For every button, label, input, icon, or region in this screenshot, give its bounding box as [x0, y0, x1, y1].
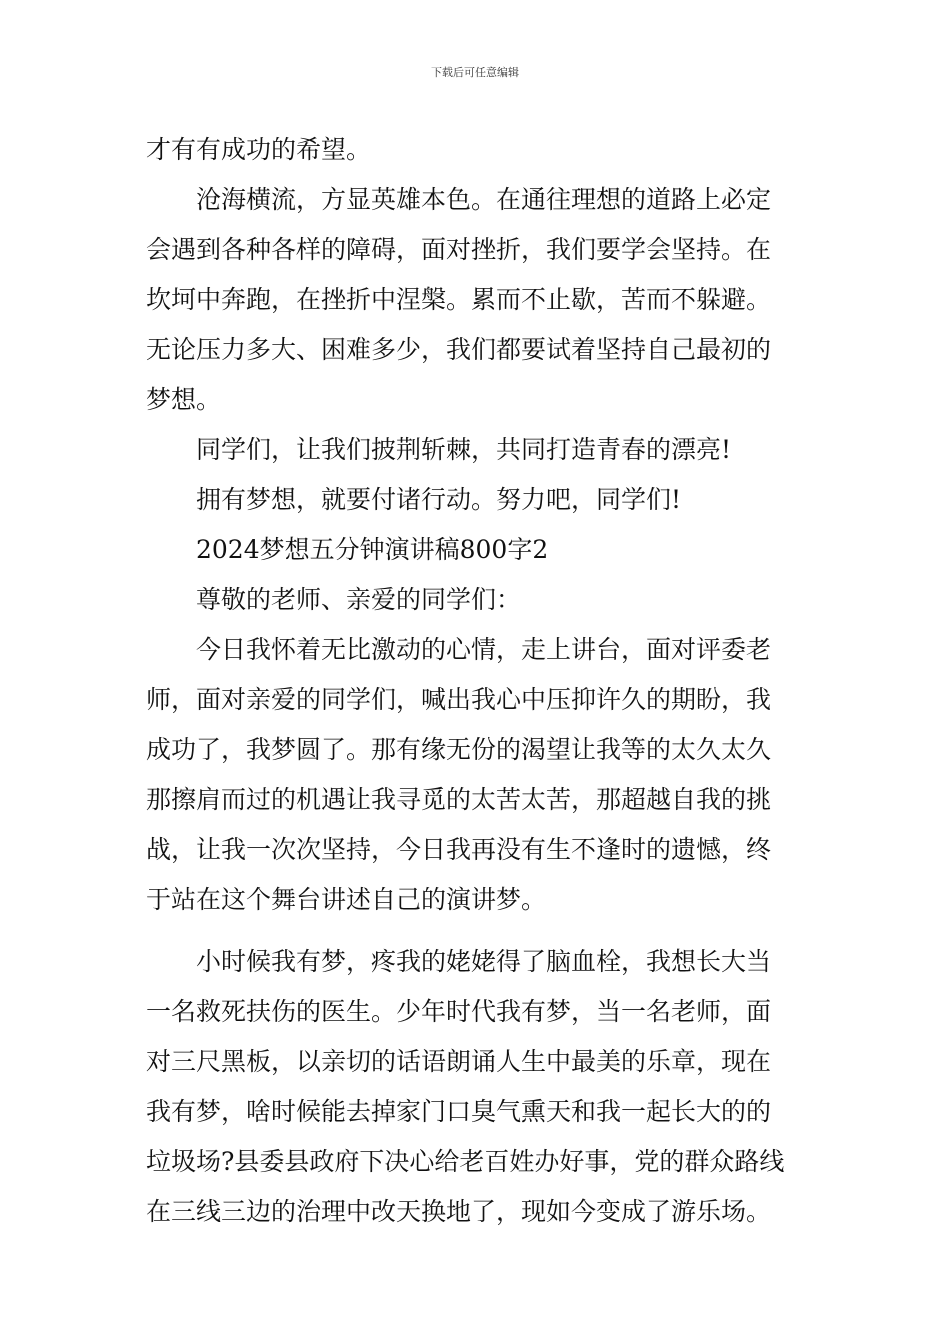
salutation: 尊敬的老师、亲爱的同学们：: [196, 585, 522, 614]
text-line: 今日我怀着无比激动的心情，走上讲台，面对评委老: [196, 635, 772, 664]
text-line: 在三线三边的治理中改天换地了，现如今变成了游乐场。: [146, 1197, 772, 1226]
text-line: 战，让我一次次坚持，今日我再没有生不逢时的遗憾，终: [146, 835, 772, 864]
section-heading: 2024梦想五分钟演讲稿800字2: [196, 535, 549, 564]
text-line: 我有梦，啥时候能去掉家门口臭气熏天和我一起长大的的: [146, 1097, 772, 1126]
text-line: 才有有成功的希望。: [146, 135, 372, 164]
text-line: 沧海横流，方显英雄本色。在通往理想的道路上必定: [196, 185, 772, 214]
text-line: 成功了，我梦圆了。那有缘无份的渴望让我等的太久太久: [146, 735, 772, 764]
text-line: 一名救死扶伤的医生。少年时代我有梦，当一名老师，面: [146, 997, 772, 1026]
text-line: 会遇到各种各样的障碍，面对挫折，我们要学会坚持。在: [146, 235, 772, 264]
paragraph-gap: [146, 925, 806, 937]
text-line: 那擦肩而过的机遇让我寻觅的太苦太苦，那超越自我的挑: [146, 785, 772, 814]
text-line: 梦想。: [146, 385, 222, 414]
text-line: 师，面对亲爱的同学们，喊出我心中压抑许久的期盼，我: [146, 685, 772, 714]
text-line: 对三尺黑板，以亲切的话语朗诵人生中最美的乐章，现在: [146, 1047, 772, 1076]
text-line: 无论压力多大、困难多少，我们都要试着坚持自己最初的: [146, 335, 772, 364]
document-body: [146, 125, 806, 1237]
text-line: 垃圾场?县委县政府下决心给老百姓办好事，党的群众路线: [146, 1147, 785, 1176]
text-line: 坎坷中奔跑，在挫折中涅槃。累而不止歇，苦而不躲避。: [146, 285, 772, 314]
page-header: 下载后可任意编辑: [431, 66, 519, 79]
text-line: 于站在这个舞台讲述自己的演讲梦。: [146, 885, 547, 914]
text-line: 拥有梦想，就要付诸行动。努力吧，同学们!: [196, 485, 682, 514]
text-line: 同学们，让我们披荆斩棘，共同打造青春的漂亮!: [196, 435, 732, 464]
text-line: 小时候我有梦，疼我的姥姥得了脑血栓，我想长大当: [196, 947, 772, 976]
